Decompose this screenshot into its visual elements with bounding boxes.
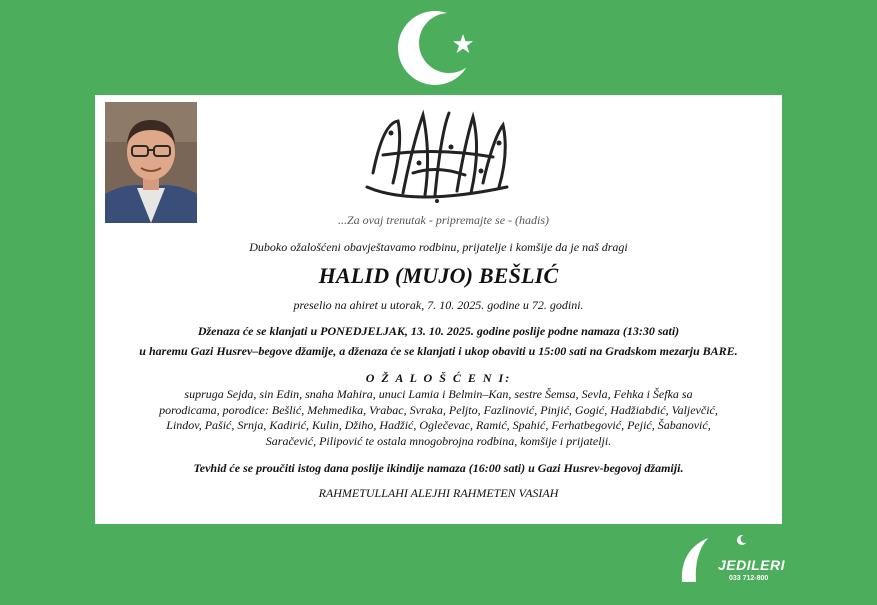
funeral-prayer-line-2: u haremu Gazi Husrev–begove džamije, a dženaza će se klanjati i ukop obaviti u 15:00 sati na Gradskom mezarju BARE. (139, 344, 738, 358)
mourners-title: O Ž A L O Š Ć E N I: (365, 371, 512, 385)
hadis-quote: ...Za ovaj trenutak - pripremajte se - (hadis) (337, 213, 550, 227)
closing-prayer: RAHMETULLAHI ALEJHI RAHMETEN VASIAH (318, 486, 559, 500)
tevhid-notice: Tevhid će se proučiti istog dana poslije ikindije namaza (16:00 sati) u Gazi Husrev-begovoj džamiji. (193, 461, 684, 475)
passing-details: preselio na ahiret u utorak, 7. 10. 2025. godine u 72. godini. (293, 298, 584, 312)
logo-name: JEDILERI (718, 557, 786, 573)
arabic-calligraphy (353, 103, 521, 215)
mourners-list: supruga Sejda, sin Edin, snaha Mahira, unuci Lamia i Belmin–Kan, sestre Šemsa, Sevla, Fehka i Šefka sa porodicama, porodice: Bešlić, Mehmedika, Vrabac, Svraka, Peljto, Fazlinović, Pinjić, Gogić, Hadžiabdić, Valjevčić, Lindov, Pašić, Srnja, Kadirić, Kulin, Džiho, Hadžić, Oglečevac, Ramić, Spahić, Ferhatbegović, Pejić, Šabanović, Saračević, Pilipović te ostala mnogobrojna rodbina, komšije i prijatelji. (159, 387, 718, 448)
logo-phone: 033 712-800 (729, 575, 769, 582)
deceased-portrait (105, 102, 197, 223)
obituary-card (95, 95, 782, 524)
deceased-name: HALID (MUJO) BEŠLIĆ (318, 263, 559, 288)
intro-text: Duboko ožalošćeni obavještavamo rodbinu, prijatelje i komšije da je naš dragi (249, 240, 628, 254)
crescent-and-star-icon (397, 9, 477, 87)
funeral-prayer-line-1: Dženaza će se klanjati u PONEDJELJAK, 13. 10. 2025. godine poslije podne namaza (13:30 sati) (197, 324, 680, 338)
